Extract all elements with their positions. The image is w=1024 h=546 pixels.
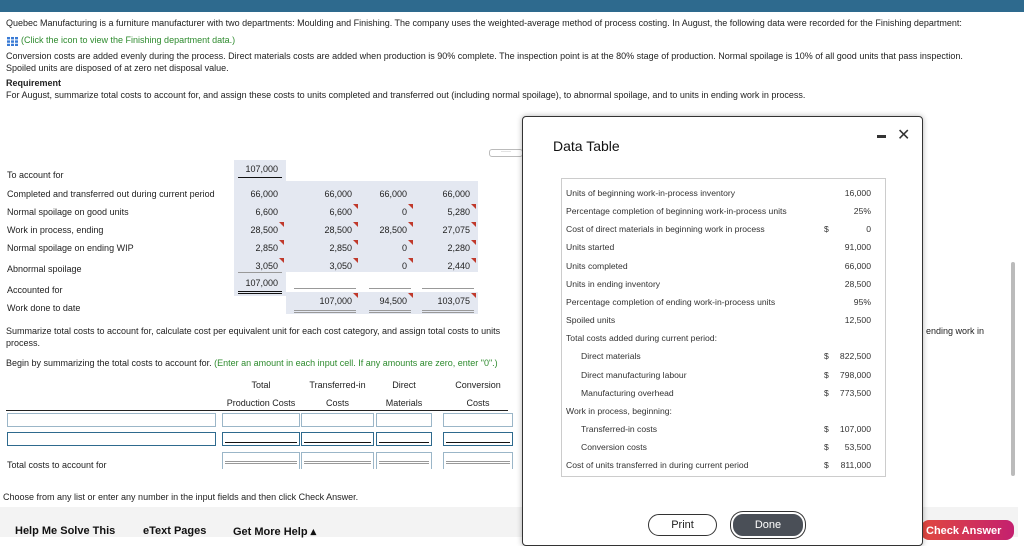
problem-line3: Conversion costs are added evenly during the process. Direct materials costs are added when production is 90% complete. The inspection point is at the 80% stage of production. Normal spoilage is 10% of all good units that pass inspection. <box>6 51 963 61</box>
units-cell: 6,600 <box>290 204 358 220</box>
summary-instruction-right: ending work in <box>926 326 985 336</box>
data-row-label: Direct manufacturing labour <box>581 369 687 380</box>
column-header: Costs <box>466 398 490 408</box>
data-row <box>562 184 885 202</box>
data-row-value: 12,500 <box>844 315 871 326</box>
double-rule <box>304 461 371 464</box>
data-row <box>562 329 885 347</box>
double-rule <box>238 291 282 294</box>
units-label: To account for <box>7 170 64 180</box>
collapse-handle[interactable]: ····· <box>489 149 523 157</box>
column-header: Conversion <box>455 380 501 390</box>
etext-pages-button[interactable]: eText Pages <box>143 525 207 537</box>
currency-symbol: $ <box>824 369 829 380</box>
data-row <box>562 420 885 438</box>
data-row <box>562 293 885 311</box>
data-row-value: 0 <box>866 224 871 235</box>
minimize-icon[interactable] <box>877 135 886 138</box>
data-row <box>562 347 885 365</box>
help-me-solve-button[interactable]: Help Me Solve This <box>15 525 116 537</box>
units-cell: 2,440 <box>418 258 476 274</box>
requirement-text: For August, summarize total costs to account for, and assign these costs to units completed and transferred out (including normal spoilage), to abnormal spoilage, and to units in ending work in process. <box>6 90 806 100</box>
rule <box>238 272 282 273</box>
units-cell: 3,050 <box>234 258 284 274</box>
units-cell: 28,500 <box>290 222 358 238</box>
summary-instruction: Summarize total costs to account for, calculate cost per equivalent unit for each cost category, and assign total costs to units <box>6 326 501 336</box>
rule <box>294 288 356 289</box>
units-cell: 66,000 <box>442 189 470 199</box>
get-more-help-button[interactable]: Get More Help ▴ <box>233 526 317 538</box>
data-link-text[interactable]: (Click the icon to view the Finishing department data.) <box>21 35 236 45</box>
accounted-label: Accounted for <box>7 285 63 295</box>
units-cell: 6,600 <box>255 207 278 217</box>
column-header: Materials <box>385 398 423 408</box>
units-cell: 0 <box>365 240 413 256</box>
data-row <box>562 384 885 402</box>
units-cell: 28,500 <box>365 222 413 238</box>
units-row-label: Abnormal spoilage <box>7 264 82 274</box>
cost-input[interactable] <box>301 413 374 427</box>
cost-input[interactable] <box>443 432 513 446</box>
data-row-label: Units in ending inventory <box>566 278 661 289</box>
rule <box>446 442 510 443</box>
work-done-cell: 94,500 <box>365 293 413 309</box>
units-cell: 0 <box>365 204 413 220</box>
dialog-title: Data Table <box>553 138 620 154</box>
data-row <box>562 402 885 420</box>
work-done-cell: 103,075 <box>418 293 476 309</box>
begin-text: Begin by summarizing the total costs to account for. <box>6 358 212 368</box>
data-row <box>562 202 885 220</box>
currency-symbol: $ <box>824 351 829 362</box>
units-cell: 66,000 <box>379 189 407 199</box>
data-row <box>562 366 885 384</box>
close-icon[interactable]: ✕ <box>897 127 911 144</box>
data-row-label: Work in process, beginning: <box>566 405 672 416</box>
units-cell: 2,850 <box>290 240 358 256</box>
data-row-label: Cost of direct materials in beginning work in process <box>566 224 765 235</box>
column-header: Costs <box>325 398 349 408</box>
units-cell: 0 <box>365 258 413 274</box>
accounted-value: 107,000 <box>245 278 278 288</box>
data-row-value: 91,000 <box>844 242 871 253</box>
cost-input[interactable] <box>443 413 513 427</box>
rule <box>304 442 371 443</box>
units-row-label: Completed and transferred out during current period <box>7 189 215 199</box>
currency-symbol: $ <box>824 224 829 235</box>
double-rule <box>446 461 510 464</box>
to-account-value: 107,000 <box>245 164 278 174</box>
double-rule <box>225 461 297 464</box>
double-rule <box>379 461 429 464</box>
units-cell: 2,280 <box>418 240 476 256</box>
column-header: Transferred-in <box>309 380 366 390</box>
data-row-label: Units completed <box>566 260 628 271</box>
work-done-label: Work done to date <box>7 303 81 313</box>
currency-symbol: $ <box>824 387 829 398</box>
check-answer-button[interactable]: Check Answer <box>921 520 1014 540</box>
cost-input[interactable] <box>222 432 300 446</box>
data-row-value: 28,500 <box>844 278 871 289</box>
grid-icon[interactable] <box>6 36 18 46</box>
currency-symbol: $ <box>824 442 829 453</box>
units-row-label: Work in process, ending <box>7 225 104 235</box>
rule <box>225 442 297 443</box>
data-row <box>562 456 885 474</box>
data-row-value: 16,000 <box>844 188 871 198</box>
requirement-title: Requirement <box>6 78 62 88</box>
total-costs-label: Total costs to account for <box>7 460 107 470</box>
data-row-value: 798,000 <box>839 369 871 380</box>
data-row-label: Total costs added during current period: <box>566 333 717 344</box>
data-row <box>562 220 885 238</box>
data-table <box>561 178 886 477</box>
done-button[interactable]: Done <box>731 512 805 538</box>
data-row-label: Percentage completion of beginning work-in-process units <box>566 206 787 217</box>
units-cell: 28,500 <box>234 222 284 238</box>
double-rule <box>294 310 356 313</box>
data-row-label: Conversion costs <box>581 442 647 453</box>
problem-intro: Quebec Manufacturing is a furniture manufacturer with two departments: Moulding and Finishing. The company uses the weighted-average method of process costing. In August, the following data were recorded for the Finishing department: <box>6 18 962 28</box>
data-table-dialog <box>522 116 923 546</box>
rule <box>422 288 474 289</box>
data-row <box>562 438 885 456</box>
rule <box>238 177 282 178</box>
units-cell: 66,000 <box>250 189 278 199</box>
data-row-value: 822,500 <box>839 351 871 362</box>
data-row-label: Units of beginning work-in-process inventory <box>566 188 736 198</box>
data-row-value: 66,000 <box>844 260 871 271</box>
top-bar <box>0 0 1024 12</box>
data-row-label: Direct materials <box>581 351 641 362</box>
print-button[interactable]: Print <box>648 514 717 536</box>
data-row <box>562 257 885 275</box>
units-row-label: Normal spoilage on good units <box>7 207 129 217</box>
currency-symbol: $ <box>824 460 829 471</box>
data-row-value: 95% <box>853 296 871 307</box>
work-done-cell: 107,000 <box>290 293 358 309</box>
units-cell: 3,050 <box>290 258 358 274</box>
cost-input[interactable] <box>301 432 374 446</box>
column-header: Production Costs <box>226 398 296 408</box>
data-row-value: 25% <box>853 206 871 217</box>
column-header: Total <box>251 380 271 390</box>
data-row-label: Units started <box>566 242 615 253</box>
data-row-value: 811,000 <box>840 460 871 471</box>
data-row-label: Percentage completion of ending work-in-process units <box>566 296 776 307</box>
units-cell: 27,075 <box>418 222 476 238</box>
data-row-value: 773,500 <box>839 387 871 398</box>
rule <box>369 288 411 289</box>
data-row-label: Cost of units transferred in during current period <box>566 460 749 471</box>
column-header: Direct <box>392 380 416 390</box>
double-rule <box>422 310 474 313</box>
summary-instruction-cont: process. <box>6 338 41 348</box>
data-row <box>562 275 885 293</box>
cost-input[interactable] <box>376 432 432 446</box>
data-row-label: Manufacturing overhead <box>581 387 674 398</box>
problem-line4: Spoiled units are disposed of at zero net disposal value. <box>6 63 229 73</box>
data-table-link[interactable] <box>6 35 235 46</box>
units-row-label: Normal spoilage on ending WIP <box>7 243 134 253</box>
rule <box>379 442 429 443</box>
choose-instruction: Choose from any list or enter any number in the input fields and then click Check Answer. <box>3 492 359 502</box>
data-row <box>562 311 885 329</box>
begin-instruction <box>6 358 498 368</box>
cost-input[interactable] <box>222 413 300 427</box>
data-row-value: 107,000 <box>839 423 871 434</box>
data-row <box>562 238 885 256</box>
scrollbar[interactable] <box>1011 262 1015 476</box>
cost-row-select[interactable] <box>7 413 216 427</box>
hint-text: (Enter an amount in each input cell. If any amounts are zero, enter "0".) <box>214 358 498 368</box>
header-rule <box>6 410 508 411</box>
units-cell: 2,850 <box>234 240 284 256</box>
cost-input[interactable] <box>376 413 432 427</box>
double-rule <box>369 310 411 313</box>
units-cell: 66,000 <box>324 189 352 199</box>
cost-row-select[interactable] <box>7 432 216 446</box>
currency-symbol: $ <box>824 423 829 434</box>
data-row-value: 53,500 <box>844 442 871 453</box>
units-cell: 5,280 <box>418 204 476 220</box>
data-row-label: Transferred-in costs <box>581 423 658 434</box>
data-row-label: Spoiled units <box>566 315 616 326</box>
